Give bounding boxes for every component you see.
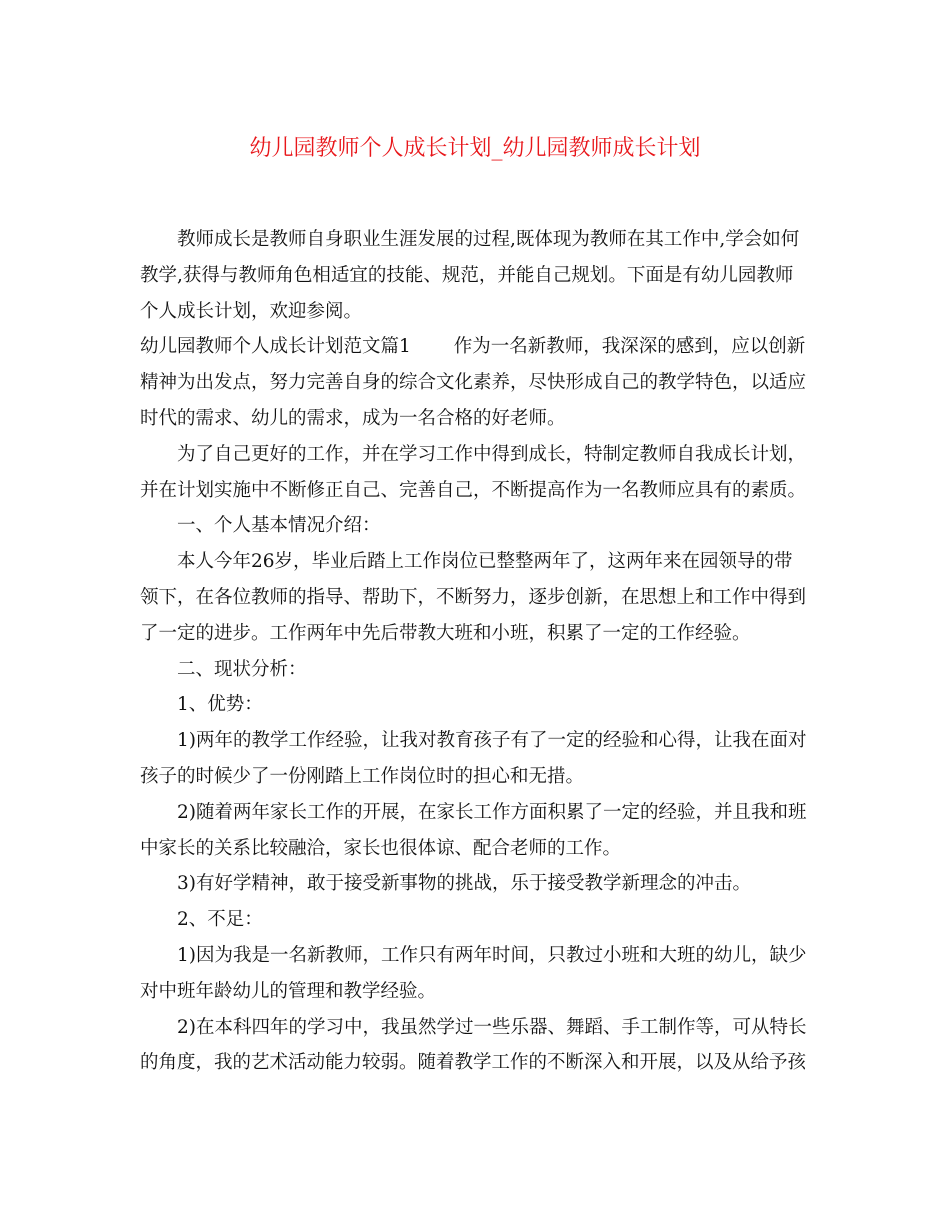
paragraph-line: 时代的需求、幼儿的需求，成为一名合格的好老师。 <box>140 407 566 429</box>
paragraph-line: 2)在本科四年的学习中，我虽然学过一些乐器、舞蹈、手工制作等，可从特长 <box>177 1016 807 1038</box>
section-heading: 一、个人基本情况介绍： <box>177 515 381 537</box>
paragraph-line: 1)因为我是一名新教师，工作只有两年时间，只教过小班和大班的幼儿，缺少 <box>177 944 807 966</box>
paragraph-line: 并在计划实施中不断修正自己、完善自己，不断提高作为一名教师应具有的素质。 <box>140 479 807 501</box>
paragraph-line: 了一定的进步。工作两年中先后带教大班和小班，积累了一定的工作经验。 <box>140 622 751 644</box>
section-heading: 二、现状分析： <box>177 658 307 680</box>
paragraph-line: 领下，在各位教师的指导、帮助下，不断努力，逐步创新，在思想上和工作中得到 <box>140 586 807 608</box>
document-title: 幼儿园教师个人成长计划_幼儿园教师成长计划 <box>249 136 701 161</box>
paragraph-text: 作为一名新教师，我深深的感到，应以创新 <box>453 336 806 358</box>
subsection-heading: 1、优势： <box>177 694 263 716</box>
document-body <box>140 222 820 1081</box>
paragraph-line <box>140 329 820 365</box>
paragraph-line: 的角度，我的艺术活动能力较弱。随着教学工作的不断深入和开展，以及从给予孩 <box>140 1052 807 1074</box>
paragraph-line: 中家长的关系比较融洽，家长也很体谅、配合老师的工作。 <box>140 837 622 859</box>
paragraph-line: 为了自己更好的工作，并在学习工作中得到成长，特制定教师自我成长计划， <box>177 443 807 465</box>
paragraph-line: 对中班年龄幼儿的管理和教学经验。 <box>140 980 437 1002</box>
section-heading: 幼儿园教师个人成长计划范文篇1 <box>140 336 411 358</box>
paragraph-line: 1)两年的教学工作经验，让我对教育孩子有了一定的经验和心得，让我在面对 <box>177 730 807 752</box>
paragraph-line: 2)随着两年家长工作的开展，在家长工作方面积累了一定的经验，并且我和班 <box>177 801 807 823</box>
paragraph-line: 精神为出发点，努力完善自身的综合文化素养，尽快形成自己的教学特色，以适应 <box>140 372 807 394</box>
paragraph-line: 本人今年26岁，毕业后踏上工作岗位已整整两年了，这两年来在园领导的带 <box>177 551 793 573</box>
subsection-heading: 2、不足： <box>177 909 263 931</box>
paragraph-line: 教学,获得与教师角色相适宜的技能、规范，并能自己规划。下面是有幼儿园教师 <box>140 264 794 286</box>
paragraph-line: 孩子的时候少了一份刚踏上工作岗位时的担心和无措。 <box>140 765 585 787</box>
paragraph-line: 个人成长计划，欢迎参阅。 <box>140 300 363 322</box>
paragraph-line: 3)有好学精神，敢于接受新事物的挑战，乐于接受教学新理念的冲击。 <box>177 873 751 895</box>
paragraph-line: 教师成长是教师自身职业生涯发展的过程,既体现为教师在其工作中,学会如何 <box>177 229 800 250</box>
